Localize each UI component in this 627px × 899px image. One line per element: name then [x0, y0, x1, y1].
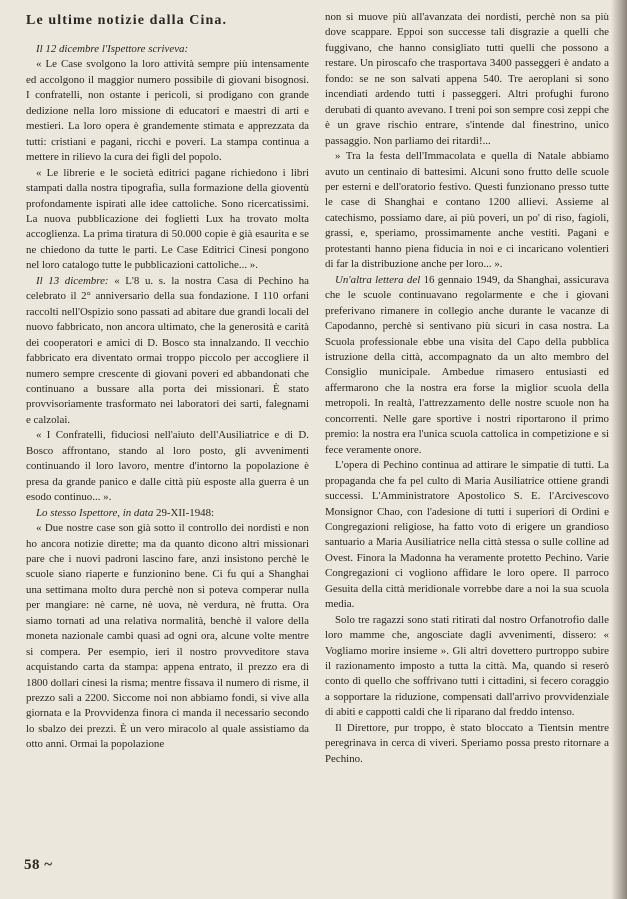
paragraph-text: 29-XII-1948:	[153, 506, 215, 519]
paragraph-text: 16 gennaio 1949, da Shanghai, assicurava che le scuole continuavano regolarmente e che i giovani preferivano rimanere in collegio anche durante le vacanze di Capodanno, perchè si sentivano più sicuri in casa nostra. La Scuola professionale ebbe una visita del Capo della pubblica istruzione della città, accompagnato da un alto membro del Consiglio municipale. Ambedue rimasero entusiasti ed affermarono che la nostra era forse la miglior scuola della metropoli. In realtà, l'attrezzamento delle nostre scuole non ha concorrenti. Nelle gare sportive i nostri riportarono il primo premio: la nostra era l'unica scuola cattolica in competizione e si fece veramente onore.	[325, 273, 610, 456]
body-paragraph: « Due nostre case son già sotto il controllo dei nordisti e non ho ancora notizie dirette; ma da quanto dicono altri missionari pare che i nuovi padroni lascino fare, anzi insistono perchè le scuole siano riaperte e funzionino bene. Ci fu qui a Shanghai una settimana molto dura perchè non si poteva comperar nulla per mangiare: nè carne, nè uova, nè verdura, nè frutta. Ora siamo tornati ad una relativa normalità, benchè il valore della moneta nazionale cambi quasi ad ogni ora, alcune volte mentre si compera. Per esempio, ieri il nostro provveditore stava acquistando carta da stampa: appena entrato, il prezzo era di 1800 dollari cinesi la risma; mentre fissava il numero di risme, il prezzo salì a 2200. Siccome noi non abbiamo fondi, si vive alla giornata e la Provvidenza finora ci manda il necessario secondo lo sbalzo dei prezzi. È un vero miracolo al quale assistiamo da otto anni. Ormai la popolazione	[26, 522, 309, 751]
page-edge-shadow	[611, 0, 627, 899]
date-lead: Un'altra lettera del	[335, 273, 421, 286]
dated-paragraph	[26, 274, 309, 429]
body-paragraph: » Tra la festa dell'Immacolata e quella di Natale abbiamo avuto un centinaio di battesimi. Alcuni sono frutto delle scuole per esterni e dell'oratorio festivo. Questi funzionano presso tutte le case di Shanghai e contano 1200 allievi. Assieme al catechismo, possiamo dare, ai più poveri, un po' di riso, fagioli, grassi, e, speriamo, prossimamente anche vestiti. Pagani e protestanti hanno piena fiducia in noi e ci incaricano volentieri di far la distribuzione anche per loro... ».	[325, 150, 609, 271]
body-paragraph: Solo tre ragazzi sono stati ritirati dal nostro Orfanotrofio dalle loro mamme che, angosciate dagli avvenimenti, dissero: « Vogliamo morire insieme ». Gli altri dovettero purtroppo subire il razionamento imposto a tutta la città. Ma, quando si reserò conto di quello che soffrivano tutti i cittadini, si fecero coraggio a sopportare la riduzione, compensati dall'arrivo provvidenziale di abiti e cappotti caldi che li riparano dal freddo intenso.	[325, 613, 609, 719]
dated-paragraph	[26, 506, 309, 521]
right-column-body	[325, 10, 609, 767]
body-paragraph: Il Direttore, pur troppo, è stato bloccato a Tientsin mentre peregrinava in cerca di viveri. Speriamo possa presto ritornare a Pechino.	[325, 721, 609, 765]
date-lead: Il 13 dicembre:	[36, 274, 109, 287]
body-paragraph: « Le Case svolgono la loro attività sempre più intensamente ed accolgono il maggior numero possibile di giovani bisognosi. I confratelli, non ostante i pericoli, si prodigano con grande dedizione nella loro missione di educatori e maestri di arti e mestieri. La loro opera è grandemente stimata e apprezzata da tutti: cristiani e pagani, ricchi e poveri. La stampa continua a mettere in rilievo la cura dei figli del popolo.	[26, 58, 309, 164]
right-column	[325, 10, 609, 767]
body-paragraph: « Le librerie e le società editrici pagane richiedono i libri stampati dalla nostra tipografia, sulla formazione della gioventù profondamente ispirati alle idee cattoliche. Sono ricercatissimi. La nuova pubblicazione dei foglietti Lux ha trovato molta accoglienza. La prima tiratura di 50.000 copie è già esaurita e se ne chiedono da tutte le parti. Le Case Editrici Cinesi pongono nel loro catalogo tutte le pubblicazioni cattoliche... ».	[26, 166, 309, 272]
date-lead: Lo stesso Ispettore, in data	[36, 506, 154, 519]
body-paragraph: « I Confratelli, fiduciosi nell'aiuto dell'Ausiliatrice e di D. Bosco affrontano, stando al loro posto, gli avvenimenti continuando il loro lavoro, mentre d'intorno la popolazione è presa da grande panico e dalle città più esposte alla guerra è un esodo continuo... ».	[26, 429, 309, 504]
dated-paragraph	[325, 273, 609, 458]
left-column-body	[26, 42, 309, 753]
article-title: Le ultime notizie dalla Cina.	[26, 13, 228, 28]
body-paragraph: L'opera di Pechino continua ad attirare le simpatie di tutti. La propaganda che fa pel culto di Maria Ausiliatrice ottiene grandi successi. L'Amministratore Apostolico S. E. l'Arcivescovo Monsignor Chao, con l'adesione di tutti i superiori di Ordini e Congregazioni religiose, ha fatto voto di erigere un grandioso santuario a Maria Ausiliatrice nella città stessa o sulle colline ad Ovest. Finora la Madonna ha veramente protetto Pechino. Varie Congregazioni ci vogliono affidare le loro opere. Il parroco Gesuita della città meridionale vorrebbe dare a noi la sua scuola media.	[325, 459, 609, 611]
page-number: 58 ~	[24, 857, 53, 873]
paragraph-text: « L'8 u. s. la nostra Casa di Pechino ha celebrato il 2° anniversario della sua fondazione. I 110 orfani raccolti nell'Ospizio sono passati ad abitare due grandi locali del nuovo fabbricato, non ancora ultimato, che la generosità e carità dei cooperatori e amici di D. Bosco sta innalzando. Il vecchio fabbricato era diventato ormai troppo piccolo per accogliere il numero sempre crescente di giovani poveri ed abbandonati che continuano a bussare alla porta dei missionari. È stato provvisoriamente trasformato nei laboratori dei sarti, falegnami e calzolai.	[26, 274, 310, 426]
letter-heading: Il 12 dicembre l'Ispettore scriveva:	[36, 43, 189, 55]
body-paragraph: non si muove più all'avanzata dei nordisti, perchè non sa più dove scappare. Eppoi son successe tali disgrazie a quelli che fuggivano, che hanno consigliato tutti quelli che possono a restare. Un piroscafo che trasportava 3400 passeggeri è andato a fondo: se ne son salvati appena 540. Tre aeroplani si sono incendiati ardendo tutti i passeggeri. Altri profughi furono derubati di quanto avevano. I treni poi son sempre così zeppi che è un grave rischio entrare, s'intende dal finestrino, unico passaggio. Non parliamo dei ritardi!...	[325, 11, 609, 147]
left-column	[26, 10, 309, 753]
